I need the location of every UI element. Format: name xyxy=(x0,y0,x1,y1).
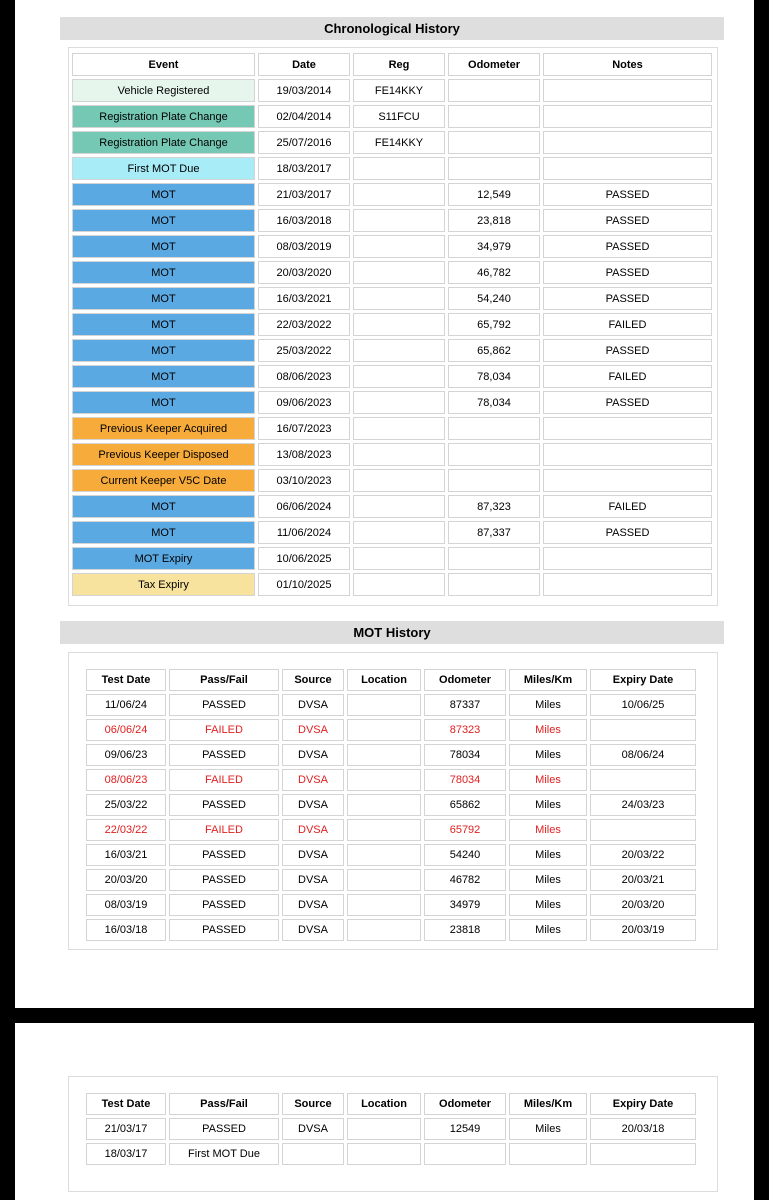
mot-row xyxy=(86,694,696,716)
odometer-cell: 87323 xyxy=(424,719,506,741)
col-header-source: Source xyxy=(282,669,344,691)
mot-row xyxy=(86,744,696,766)
pass-fail-cell: PASSED xyxy=(169,919,279,941)
mot-history-continued-body xyxy=(86,1118,696,1165)
date-cell: 19/03/2014 xyxy=(258,79,350,102)
location-cell xyxy=(347,1143,421,1165)
reg-cell xyxy=(353,417,445,440)
notes-cell xyxy=(543,547,712,570)
date-cell: 01/10/2025 xyxy=(258,573,350,596)
expiry-date-cell xyxy=(590,769,696,791)
odometer-cell xyxy=(448,131,540,154)
mot-history-continued-table-wrap xyxy=(83,1090,699,1168)
source-cell: DVSA xyxy=(282,694,344,716)
expiry-date-cell: 08/06/24 xyxy=(590,744,696,766)
odometer-cell: 87,337 xyxy=(448,521,540,544)
col-header-odometer: Odometer xyxy=(424,1093,506,1115)
notes-cell xyxy=(543,443,712,466)
notes-cell: PASSED xyxy=(543,521,712,544)
mot-row xyxy=(86,894,696,916)
notes-cell: FAILED xyxy=(543,365,712,388)
pass-fail-cell: PASSED xyxy=(169,744,279,766)
pass-fail-cell: FAILED xyxy=(169,819,279,841)
miles-km-cell: Miles xyxy=(509,894,587,916)
test-date-cell: 08/03/19 xyxy=(86,894,166,916)
miles-km-cell: Miles xyxy=(509,869,587,891)
notes-cell xyxy=(543,417,712,440)
source-cell: DVSA xyxy=(282,744,344,766)
col-header-miles-km: Miles/Km xyxy=(509,1093,587,1115)
chronological-row xyxy=(72,521,712,544)
odometer-cell: 46782 xyxy=(424,869,506,891)
mot-history-table-wrap xyxy=(83,666,699,944)
chronological-row xyxy=(72,547,712,570)
source-cell xyxy=(282,1143,344,1165)
location-cell xyxy=(347,894,421,916)
reg-cell: S11FCU xyxy=(353,105,445,128)
odometer-cell: 87,323 xyxy=(448,495,540,518)
chronological-row xyxy=(72,287,712,310)
mot-row xyxy=(86,1143,696,1165)
date-cell: 11/06/2024 xyxy=(258,521,350,544)
chronological-row xyxy=(72,495,712,518)
date-cell: 22/03/2022 xyxy=(258,313,350,336)
miles-km-cell: Miles xyxy=(509,769,587,791)
event-cell: MOT xyxy=(72,261,255,284)
mot-history-body xyxy=(86,694,696,941)
mot-history-table xyxy=(83,666,699,944)
col-header-miles-km: Miles/Km xyxy=(509,669,587,691)
expiry-date-cell: 20/03/21 xyxy=(590,869,696,891)
chronological-row xyxy=(72,365,712,388)
reg-cell xyxy=(353,313,445,336)
miles-km-cell: Miles xyxy=(509,819,587,841)
event-cell: Registration Plate Change xyxy=(72,105,255,128)
test-date-cell: 08/06/23 xyxy=(86,769,166,791)
chronological-row xyxy=(72,105,712,128)
reg-cell xyxy=(353,235,445,258)
reg-cell xyxy=(353,339,445,362)
mot-row xyxy=(86,719,696,741)
odometer-cell xyxy=(448,443,540,466)
pass-fail-cell: FAILED xyxy=(169,719,279,741)
location-cell xyxy=(347,1118,421,1140)
pass-fail-cell: First MOT Due xyxy=(169,1143,279,1165)
source-cell: DVSA xyxy=(282,919,344,941)
col-header-odometer: Odometer xyxy=(424,669,506,691)
col-header-reg: Reg xyxy=(353,53,445,76)
expiry-date-cell: 20/03/22 xyxy=(590,844,696,866)
notes-cell: PASSED xyxy=(543,391,712,414)
mot-row xyxy=(86,819,696,841)
chronological-row xyxy=(72,391,712,414)
mot-row xyxy=(86,769,696,791)
event-cell: MOT Expiry xyxy=(72,547,255,570)
reg-cell xyxy=(353,157,445,180)
mot-history-title: MOT History xyxy=(60,621,724,644)
odometer-cell: 78034 xyxy=(424,744,506,766)
location-cell xyxy=(347,769,421,791)
expiry-date-cell xyxy=(590,719,696,741)
expiry-date-cell: 24/03/23 xyxy=(590,794,696,816)
chronological-history-table-wrap xyxy=(69,50,715,599)
col-header-odometer: Odometer xyxy=(448,53,540,76)
chronological-row xyxy=(72,209,712,232)
date-cell: 25/07/2016 xyxy=(258,131,350,154)
report-page-1 xyxy=(15,0,754,1008)
notes-cell xyxy=(543,131,712,154)
notes-cell xyxy=(543,157,712,180)
notes-cell: PASSED xyxy=(543,209,712,232)
source-cell: DVSA xyxy=(282,869,344,891)
odometer-cell: 54,240 xyxy=(448,287,540,310)
location-cell xyxy=(347,819,421,841)
location-cell xyxy=(347,719,421,741)
odometer-cell: 23,818 xyxy=(448,209,540,232)
chronological-row xyxy=(72,443,712,466)
event-cell: MOT xyxy=(72,521,255,544)
col-header-notes: Notes xyxy=(543,53,712,76)
odometer-cell: 78034 xyxy=(424,769,506,791)
source-cell: DVSA xyxy=(282,769,344,791)
location-cell xyxy=(347,744,421,766)
col-header-source: Source xyxy=(282,1093,344,1115)
event-cell: MOT xyxy=(72,391,255,414)
chronological-row xyxy=(72,183,712,206)
event-cell: MOT xyxy=(72,287,255,310)
notes-cell xyxy=(543,469,712,492)
odometer-cell: 78,034 xyxy=(448,391,540,414)
odometer-cell xyxy=(448,157,540,180)
location-cell xyxy=(347,694,421,716)
location-cell xyxy=(347,869,421,891)
date-cell: 06/06/2024 xyxy=(258,495,350,518)
reg-cell xyxy=(353,443,445,466)
reg-cell xyxy=(353,495,445,518)
reg-cell: FE14KKY xyxy=(353,131,445,154)
mot-row xyxy=(86,919,696,941)
date-cell: 25/03/2022 xyxy=(258,339,350,362)
date-cell: 09/06/2023 xyxy=(258,391,350,414)
source-cell: DVSA xyxy=(282,794,344,816)
test-date-cell: 06/06/24 xyxy=(86,719,166,741)
location-cell xyxy=(347,919,421,941)
odometer-cell: 46,782 xyxy=(448,261,540,284)
odometer-cell: 34979 xyxy=(424,894,506,916)
date-cell: 16/03/2018 xyxy=(258,209,350,232)
test-date-cell: 25/03/22 xyxy=(86,794,166,816)
odometer-cell: 54240 xyxy=(424,844,506,866)
odometer-cell: 78,034 xyxy=(448,365,540,388)
source-cell: DVSA xyxy=(282,1118,344,1140)
chronological-row xyxy=(72,313,712,336)
col-header-pass-fail: Pass/Fail xyxy=(169,1093,279,1115)
notes-cell: PASSED xyxy=(543,235,712,258)
event-cell: MOT xyxy=(72,235,255,258)
event-cell: Current Keeper V5C Date xyxy=(72,469,255,492)
date-cell: 13/08/2023 xyxy=(258,443,350,466)
expiry-date-cell xyxy=(590,1143,696,1165)
date-cell: 10/06/2025 xyxy=(258,547,350,570)
odometer-cell xyxy=(448,573,540,596)
miles-km-cell: Miles xyxy=(509,919,587,941)
chronological-history-title: Chronological History xyxy=(60,17,724,40)
col-header-date: Date xyxy=(258,53,350,76)
odometer-cell xyxy=(448,469,540,492)
miles-km-cell: Miles xyxy=(509,1118,587,1140)
odometer-cell xyxy=(448,547,540,570)
test-date-cell: 09/06/23 xyxy=(86,744,166,766)
reg-cell xyxy=(353,183,445,206)
reg-cell xyxy=(353,573,445,596)
mot-header-row xyxy=(86,669,696,691)
date-cell: 18/03/2017 xyxy=(258,157,350,180)
chronological-row xyxy=(72,79,712,102)
source-cell: DVSA xyxy=(282,844,344,866)
source-cell: DVSA xyxy=(282,719,344,741)
event-cell: MOT xyxy=(72,495,255,518)
event-cell: Previous Keeper Disposed xyxy=(72,443,255,466)
col-header-pass-fail: Pass/Fail xyxy=(169,669,279,691)
event-cell: MOT xyxy=(72,313,255,336)
date-cell: 21/03/2017 xyxy=(258,183,350,206)
report-page-2 xyxy=(15,1023,754,1200)
notes-cell: PASSED xyxy=(543,339,712,362)
mot-row xyxy=(86,844,696,866)
test-date-cell: 11/06/24 xyxy=(86,694,166,716)
notes-cell: PASSED xyxy=(543,287,712,310)
expiry-date-cell: 20/03/20 xyxy=(590,894,696,916)
event-cell: First MOT Due xyxy=(72,157,255,180)
event-cell: Registration Plate Change xyxy=(72,131,255,154)
location-cell xyxy=(347,794,421,816)
event-cell: MOT xyxy=(72,209,255,232)
date-cell: 08/03/2019 xyxy=(258,235,350,258)
test-date-cell: 20/03/20 xyxy=(86,869,166,891)
chronological-row xyxy=(72,131,712,154)
expiry-date-cell xyxy=(590,819,696,841)
mot-row xyxy=(86,1118,696,1140)
odometer-cell xyxy=(424,1143,506,1165)
pass-fail-cell: PASSED xyxy=(169,1118,279,1140)
odometer-cell: 23818 xyxy=(424,919,506,941)
odometer-cell: 65862 xyxy=(424,794,506,816)
odometer-cell: 65792 xyxy=(424,819,506,841)
event-cell: MOT xyxy=(72,339,255,362)
expiry-date-cell: 20/03/18 xyxy=(590,1118,696,1140)
chronological-row xyxy=(72,261,712,284)
notes-cell: FAILED xyxy=(543,313,712,336)
col-header-test-date: Test Date xyxy=(86,1093,166,1115)
reg-cell xyxy=(353,261,445,284)
odometer-cell: 65,792 xyxy=(448,313,540,336)
source-cell: DVSA xyxy=(282,819,344,841)
event-cell: Tax Expiry xyxy=(72,573,255,596)
notes-cell xyxy=(543,573,712,596)
chronological-row xyxy=(72,469,712,492)
reg-cell xyxy=(353,547,445,570)
pass-fail-cell: PASSED xyxy=(169,894,279,916)
date-cell: 08/06/2023 xyxy=(258,365,350,388)
odometer-cell: 12549 xyxy=(424,1118,506,1140)
miles-km-cell: Miles xyxy=(509,744,587,766)
chronological-history-body xyxy=(72,79,712,596)
reg-cell xyxy=(353,521,445,544)
mot-row xyxy=(86,794,696,816)
pass-fail-cell: PASSED xyxy=(169,869,279,891)
date-cell: 02/04/2014 xyxy=(258,105,350,128)
location-cell xyxy=(347,844,421,866)
notes-cell: FAILED xyxy=(543,495,712,518)
date-cell: 20/03/2020 xyxy=(258,261,350,284)
reg-cell xyxy=(353,391,445,414)
odometer-cell: 12,549 xyxy=(448,183,540,206)
reg-cell xyxy=(353,365,445,388)
reg-cell: FE14KKY xyxy=(353,79,445,102)
chronological-row xyxy=(72,157,712,180)
miles-km-cell: Miles xyxy=(509,694,587,716)
chronological-row xyxy=(72,235,712,258)
mot-history-continued-table xyxy=(83,1090,699,1168)
reg-cell xyxy=(353,469,445,492)
pass-fail-cell: PASSED xyxy=(169,694,279,716)
date-cell: 03/10/2023 xyxy=(258,469,350,492)
expiry-date-cell: 10/06/25 xyxy=(590,694,696,716)
mot-row xyxy=(86,869,696,891)
event-cell: Vehicle Registered xyxy=(72,79,255,102)
odometer-cell xyxy=(448,417,540,440)
chronological-row xyxy=(72,573,712,596)
source-cell: DVSA xyxy=(282,894,344,916)
miles-km-cell: Miles xyxy=(509,719,587,741)
odometer-cell: 87337 xyxy=(424,694,506,716)
test-date-cell: 21/03/17 xyxy=(86,1118,166,1140)
miles-km-cell: Miles xyxy=(509,794,587,816)
date-cell: 16/07/2023 xyxy=(258,417,350,440)
chronological-row xyxy=(72,417,712,440)
col-header-expiry-date: Expiry Date xyxy=(590,669,696,691)
col-header-location: Location xyxy=(347,669,421,691)
mot-continued-header-row xyxy=(86,1093,696,1115)
pass-fail-cell: PASSED xyxy=(169,794,279,816)
odometer-cell xyxy=(448,105,540,128)
chronological-row xyxy=(72,339,712,362)
event-cell: Previous Keeper Acquired xyxy=(72,417,255,440)
notes-cell xyxy=(543,105,712,128)
miles-km-cell: Miles xyxy=(509,844,587,866)
event-cell: MOT xyxy=(72,365,255,388)
test-date-cell: 22/03/22 xyxy=(86,819,166,841)
test-date-cell: 16/03/18 xyxy=(86,919,166,941)
col-header-expiry-date: Expiry Date xyxy=(590,1093,696,1115)
col-header-event: Event xyxy=(72,53,255,76)
notes-cell xyxy=(543,79,712,102)
test-date-cell: 16/03/21 xyxy=(86,844,166,866)
miles-km-cell xyxy=(509,1143,587,1165)
odometer-cell: 65,862 xyxy=(448,339,540,362)
date-cell: 16/03/2021 xyxy=(258,287,350,310)
pass-fail-cell: PASSED xyxy=(169,844,279,866)
expiry-date-cell: 20/03/19 xyxy=(590,919,696,941)
pass-fail-cell: FAILED xyxy=(169,769,279,791)
event-cell: MOT xyxy=(72,183,255,206)
test-date-cell: 18/03/17 xyxy=(86,1143,166,1165)
notes-cell: PASSED xyxy=(543,183,712,206)
reg-cell xyxy=(353,209,445,232)
chronological-header-row xyxy=(72,53,712,76)
odometer-cell xyxy=(448,79,540,102)
col-header-test-date: Test Date xyxy=(86,669,166,691)
chronological-history-table xyxy=(69,50,715,599)
odometer-cell: 34,979 xyxy=(448,235,540,258)
col-header-location: Location xyxy=(347,1093,421,1115)
notes-cell: PASSED xyxy=(543,261,712,284)
reg-cell xyxy=(353,287,445,310)
